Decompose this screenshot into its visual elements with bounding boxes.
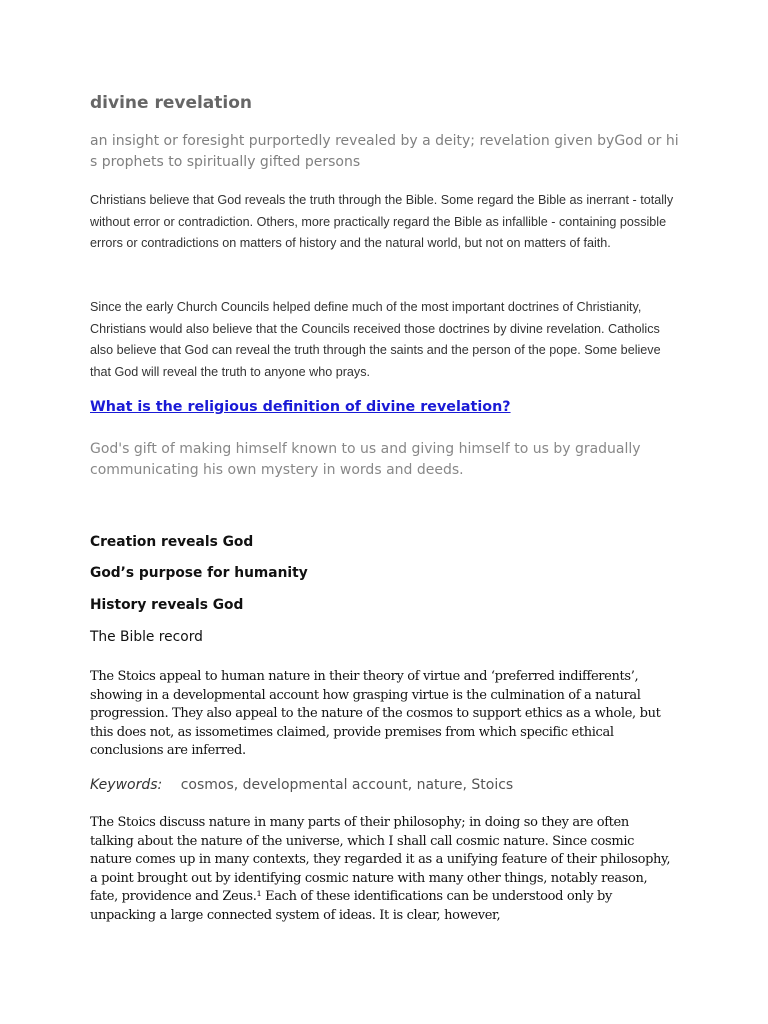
keywords-values: cosmos, developmental account, nature, Stoics: [180, 777, 514, 793]
heading-history: History reveals God: [90, 597, 244, 613]
paragraph-councils: Since the early Church Councils helped define much of the most important doctrines of Christianity, Christians would also believe that the Councils received those doctrines by divine revelation. Catholics also believe that God can reveal the truth through the saints and the person of the pope. Some believe that God will reveal the truth to anyone who prays.: [90, 300, 661, 379]
paragraph-bible: Christians believe that God reveals the truth through the Bible. Some regard the Bible as inerrant - totally without error or contradiction. Others, more practically regard the Bible as infallible - containing possible errors or contradictions on matters of history and the natural world, but not on matters of faith.: [90, 193, 674, 250]
answer-text: God's gift of making himself known to us and giving himself to us by gradually communicating his own mystery in words and deeds.: [90, 441, 641, 478]
stoics-abstract: The Stoics appeal to human nature in their theory of virtue and ‘preferred indifferents’, showing in a developmental account how grasping virtue is the culmination of a natural progression. They also appeal to the nature of the cosmos to support ethics as a whole, but this does not, as issometimes claimed, provide premises from which specific ethical conclusions are inferred.: [90, 669, 661, 758]
heading-creation: Creation reveals God: [90, 534, 254, 550]
heading-bible-record: The Bible record: [90, 629, 203, 645]
heading-purpose: God’s purpose for humanity: [90, 565, 308, 581]
page-title: divine revelation: [90, 93, 253, 113]
keywords-line: [90, 777, 513, 793]
keywords-label: Keywords:: [90, 777, 163, 793]
stoics-body: The Stoics discuss nature in many parts of their philosophy; in doing so they are often talking about the nature of the universe, which I shall call cosmic nature. Since cosmic nature comes up in many contexts, they regarded it as a unifying feature of their philosophy, a point brought out by identifying cosmic nature with many other things, notably reason, fate, providence and Zeus.¹ Each of these identifications can be understood only by unpacking a large connected system of ideas. It is clear, however,: [90, 815, 671, 923]
question-link[interactable]: What is the religious definition of divine revelation?: [90, 399, 511, 415]
definition-text: an insight or foresight purportedly revealed by a deity; revelation given byGod or his prophets to spiritually gifted persons: [90, 133, 679, 170]
